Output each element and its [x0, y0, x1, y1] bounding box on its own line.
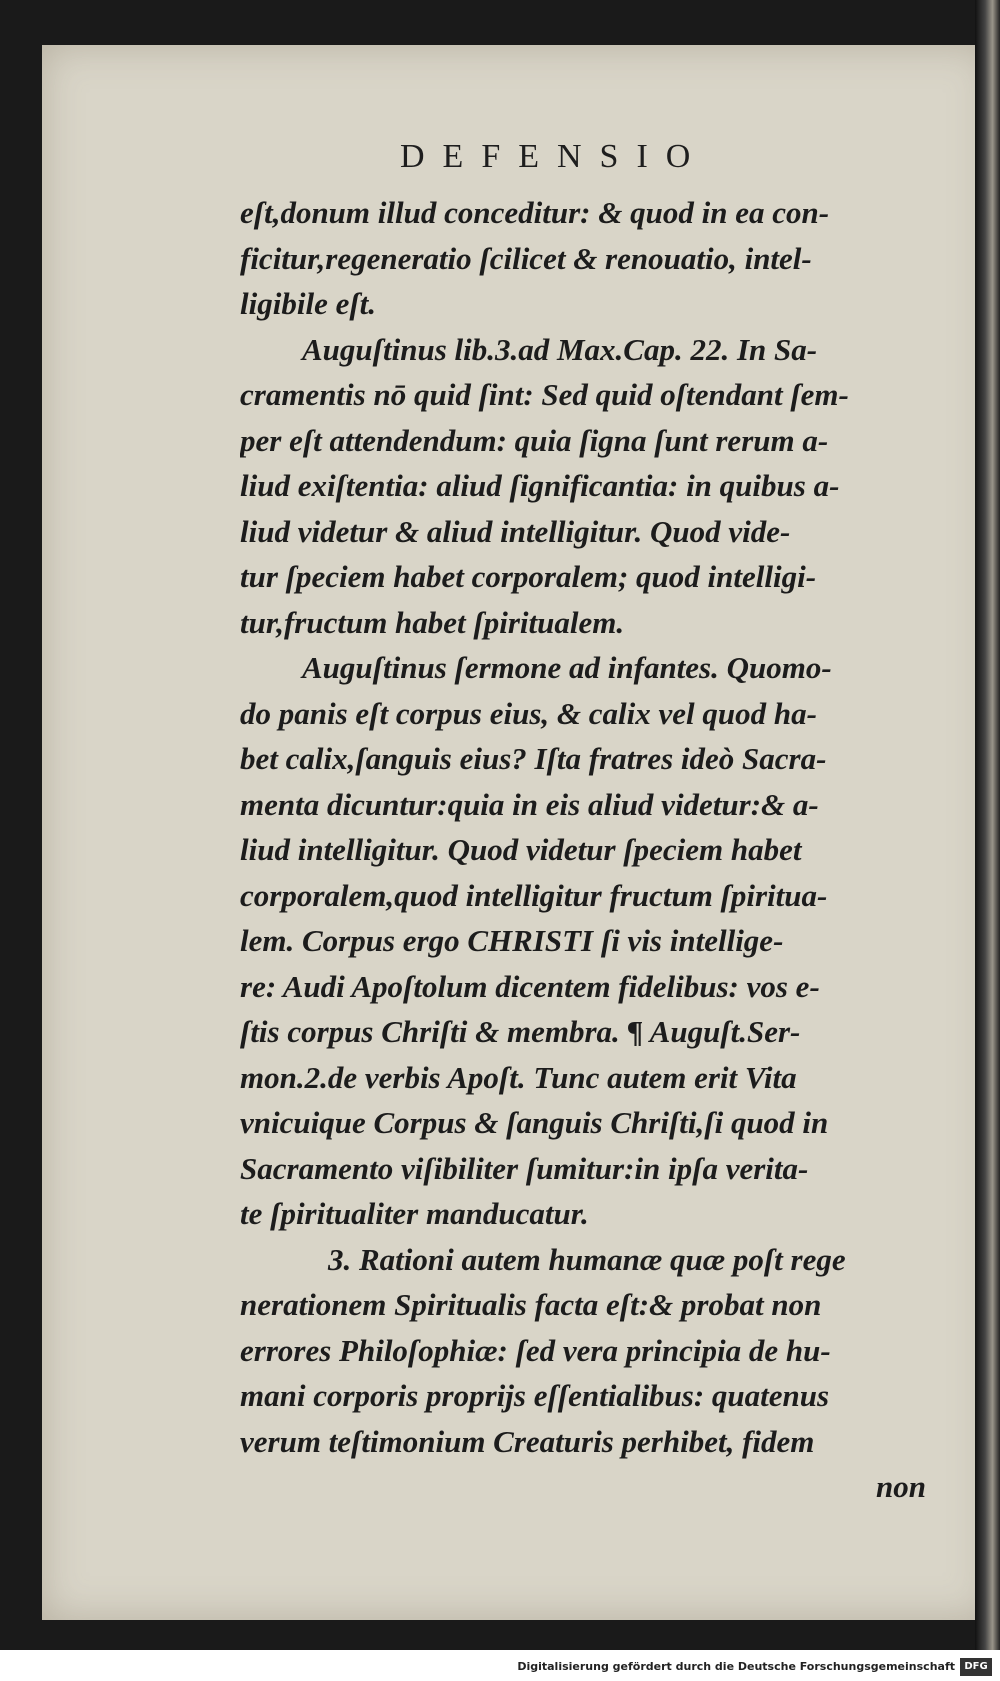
- text-line: bet calix,ſanguis eius? Iſta fratres ideò Sacra-: [240, 741, 827, 776]
- text-line: menta dicuntur:quia in eis aliud videtur:& a-: [240, 786, 819, 822]
- text-line: lem. Corpus ergo CHRISTI ſi vis intellige-: [240, 923, 784, 958]
- text-line: Auguſtinus ſermone ad infantes. Quomo-: [302, 650, 832, 685]
- text-line: cramentis nō quid ſint: Sed quid oſtendant ſem-: [240, 377, 849, 412]
- text-line: verum teſtimonium Creaturis perhibet, fidem: [240, 1423, 815, 1459]
- text-line: Sacramento viſibiliter ſumitur:in ipſa verita-: [240, 1150, 809, 1186]
- text-line: corporalem,quod intelligitur fructum ſpiritua-: [240, 877, 828, 913]
- page-edge: [975, 0, 1000, 1650]
- text-line: Auguſtinus lib.3.ad Max.Cap. 22. In Sa-: [302, 331, 818, 367]
- text-line: ligibile eſt.: [240, 286, 377, 321]
- text-line: 3. Rationi autem humanæ quæ poſt rege: [328, 1241, 846, 1277]
- dfg-logo: DFG: [960, 1658, 992, 1676]
- text-line: ficitur,regeneratio ſcilicet & renouatio, intel-: [240, 240, 812, 276]
- text-line: ſtis corpus Chriſti & membra. ¶ Auguſt.Ser-: [240, 1014, 801, 1049]
- text-line: liud videtur & aliud intelligitur. Quod vide-: [240, 513, 791, 549]
- text-line: re: Audi Apoſtolum dicentem fidelibus: vos e-: [240, 968, 820, 1004]
- text-line: do panis eſt corpus eius, & calix vel quod ha-: [240, 695, 817, 731]
- text-line: mon.2.de verbis Apoſt. Tunc autem erit Vita: [240, 1059, 797, 1095]
- text-line: te ſpiritualiter manducatur.: [240, 1196, 589, 1231]
- text-line: liud intelligitur. Quod videtur ſpeciem habet: [240, 832, 802, 867]
- text-line: errores Philoſophiæ: ſed vera principia de hu-: [240, 1332, 831, 1368]
- footer-credit: Digitalisierung gefördert durch die Deutsche Forschungsgemeinschaft: [517, 1660, 955, 1673]
- text-line: per eſt attendendum: quia ſigna ſunt rerum a-: [240, 422, 829, 458]
- text-line: mani corporis proprijs eſſentialibus: quatenus: [240, 1378, 830, 1413]
- text-line: tur ſpeciem habet corporalem; quod intelligi-: [240, 559, 817, 594]
- text-line: eſt,donum illud conceditur: & quod in ea con-: [240, 195, 830, 230]
- text-line: liud exiſtentia: aliud ſignificantia: in quibus a-: [240, 468, 840, 503]
- text-line: non: [876, 1469, 926, 1504]
- text-line: nerationem Spiritualis facta eſt:& probat non: [240, 1287, 822, 1322]
- body-text: [240, 190, 930, 1510]
- running-head: DEFENSIO: [400, 138, 709, 175]
- text-line: vnicuique Corpus & ſanguis Chriſti,ſi quod in: [240, 1105, 829, 1140]
- text-line: tur,fructum habet ſpiritualem.: [240, 604, 625, 640]
